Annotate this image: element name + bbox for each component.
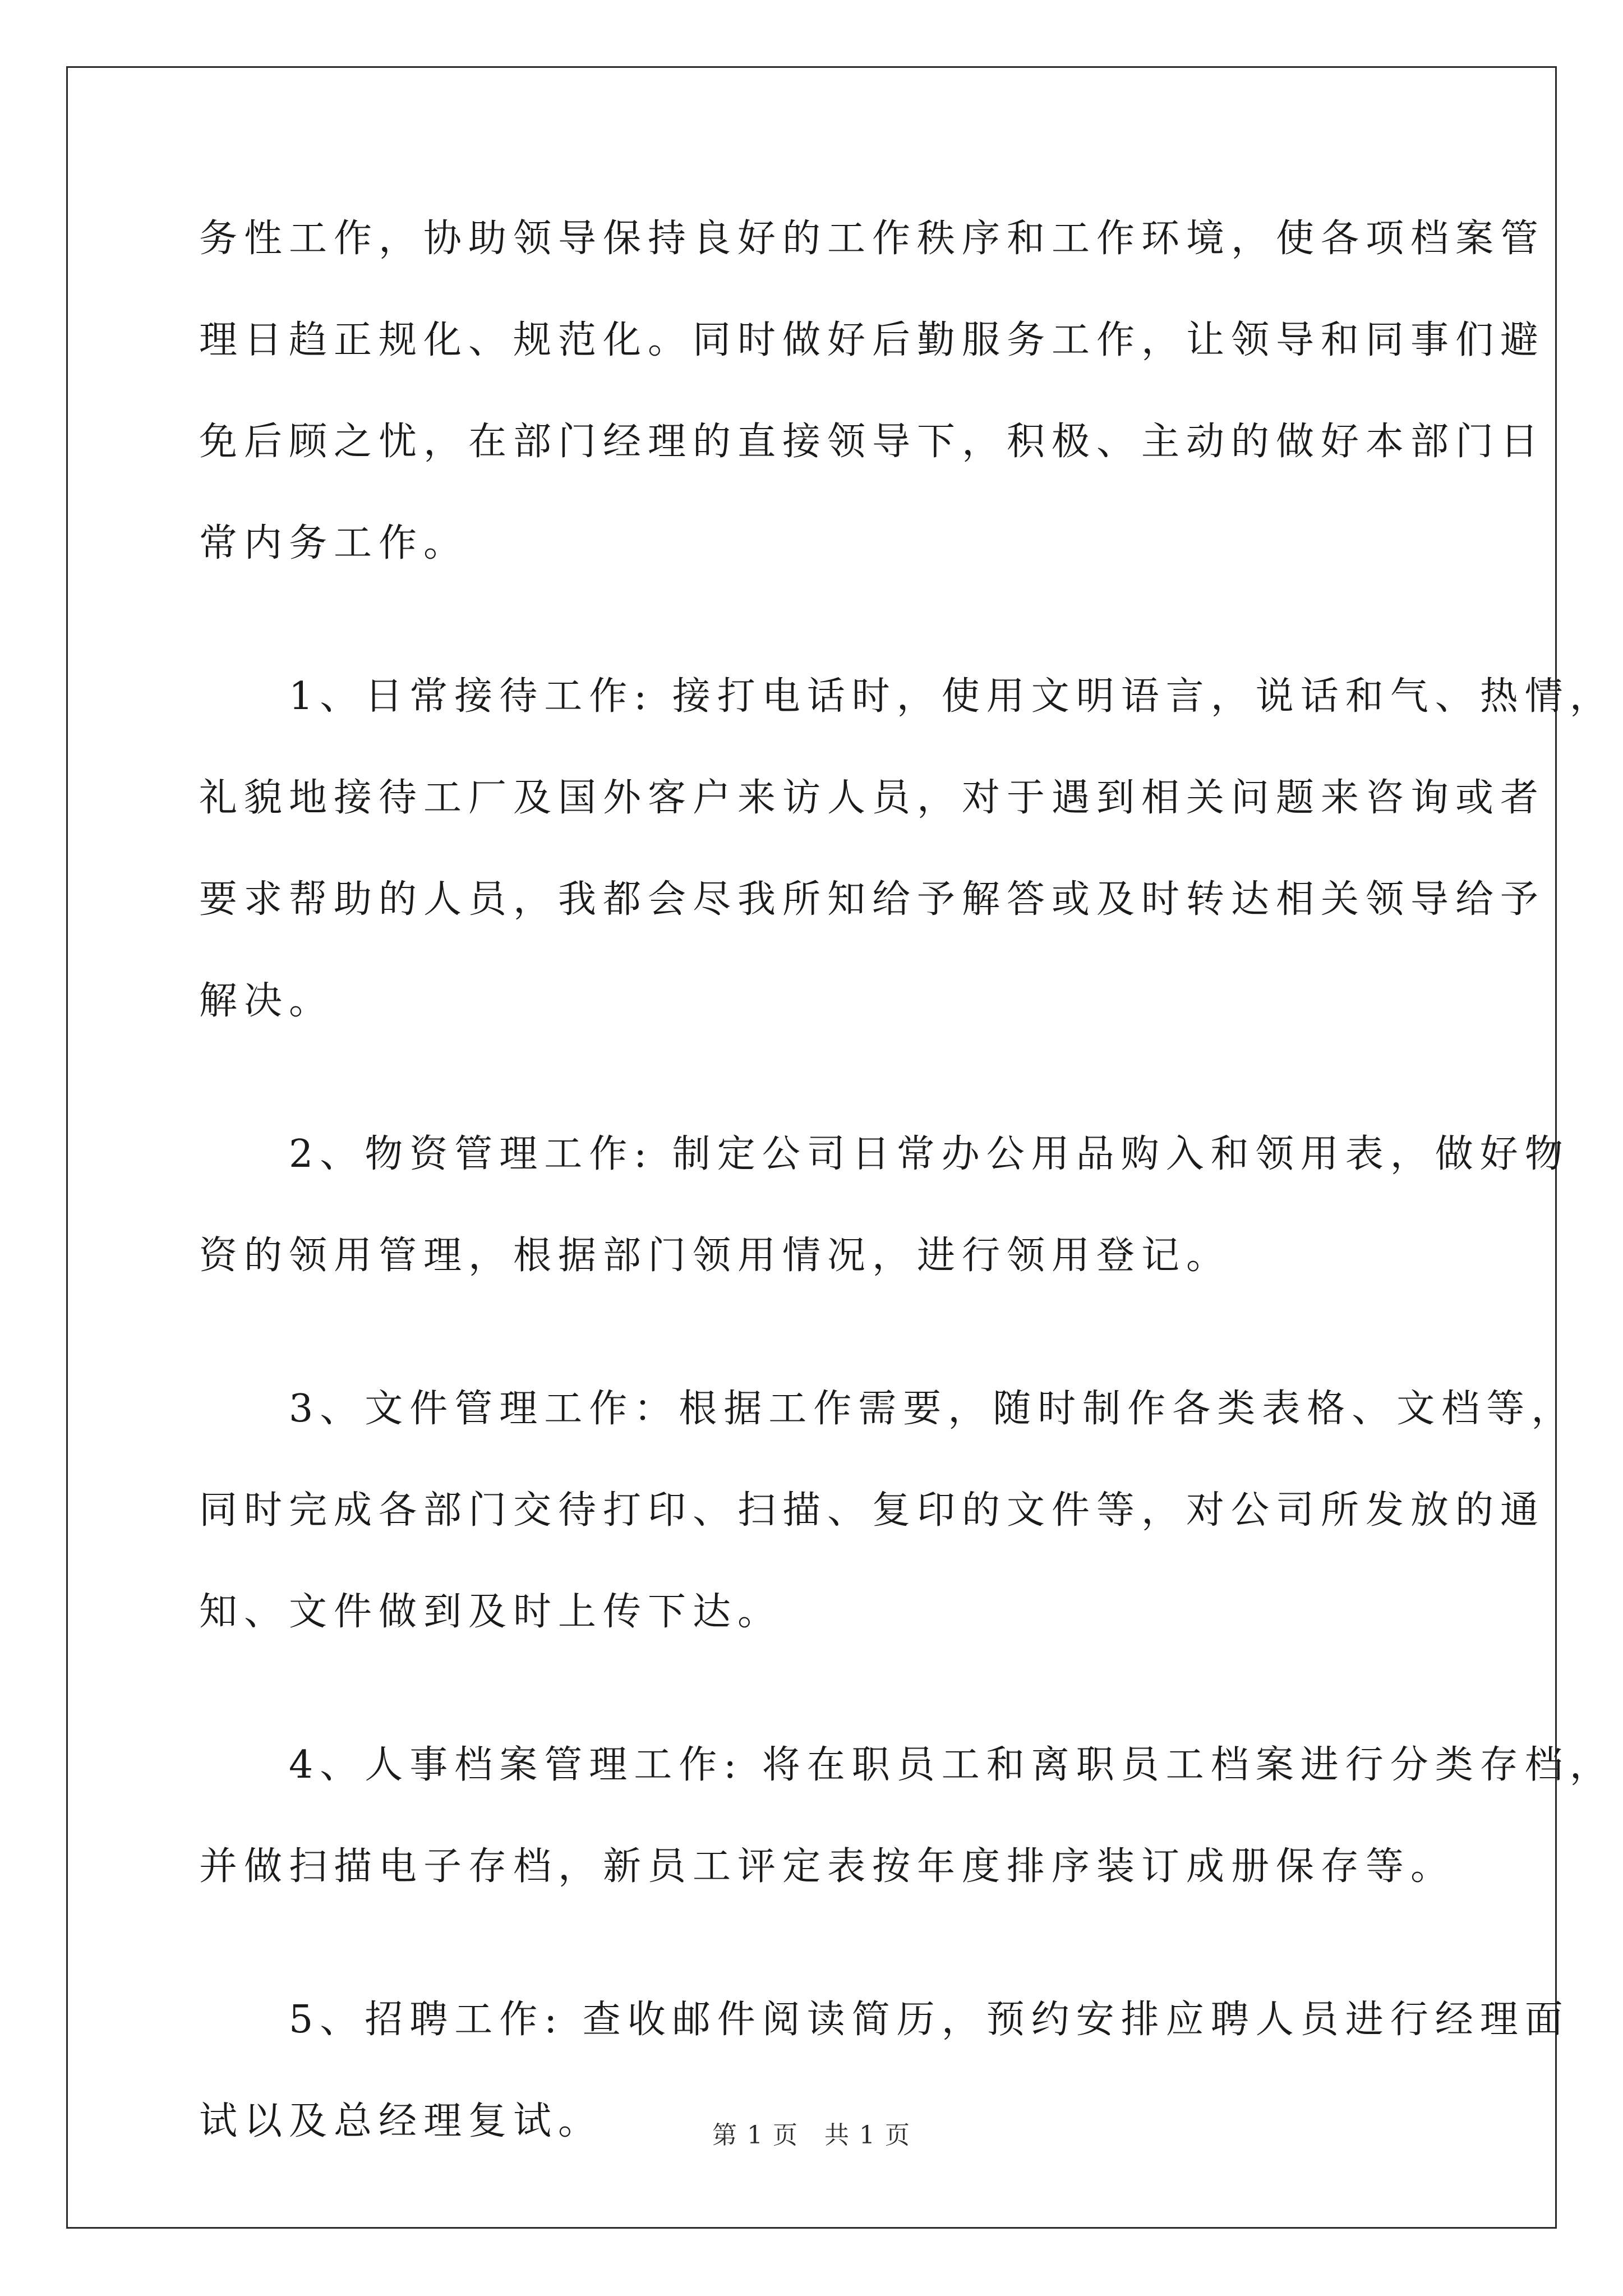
text-line: 同时完成各部门交待打印、扫描、复印的文件等，对公司所发放的通 xyxy=(199,1488,1546,1533)
text-line: 1、日常接待工作: 接打电话时，使用文明语言，说话和气、热情， xyxy=(199,674,1615,719)
page-footer: 第 1 页 共 1 页 xyxy=(712,2121,911,2150)
paragraph-intro xyxy=(199,217,1546,626)
paragraph-personnel-files xyxy=(199,1743,1615,1949)
text-line: 解决。 xyxy=(199,979,334,1023)
text-line: 5、招聘工作: 查收邮件阅读简历，预约安排应聘人员进行经理面 xyxy=(199,1998,1570,2042)
text-line: 礼貌地接待工厂及国外客户来访人员，对于遇到相关问题来咨询或者 xyxy=(199,776,1546,820)
document-body xyxy=(199,217,1615,2204)
text-line: 并做扫描电子存档，新员工评定表按年度排序装订成册保存等。 xyxy=(199,1844,1456,1889)
paragraph-supplies xyxy=(199,1132,1570,1338)
paragraph-reception xyxy=(199,674,1615,1084)
text-line: 3、文件管理工作：根据工作需要，随时制作各类表格、文档等， xyxy=(199,1387,1576,1431)
text-line: 要求帮助的人员，我都会尽我所知给予解答或及时转达相关领导给予 xyxy=(199,877,1546,922)
text-line: 务性工作，协助领导保持良好的工作秩序和工作环境，使各项档案管 xyxy=(199,217,1546,261)
text-line: 常内务工作。 xyxy=(199,521,469,565)
paragraph-documents xyxy=(199,1387,1576,1695)
text-line: 理日趋正规化、规范化。同时做好后勤服务工作，让领导和同事们避 xyxy=(199,318,1546,362)
text-line: 免后顾之忧，在部门经理的直接领导下，积极、主动的做好本部门日 xyxy=(199,420,1546,464)
text-line: 2、物资管理工作: 制定公司日常办公用品购入和领用表，做好物 xyxy=(199,1132,1570,1176)
text-line: 试以及总经理复试。 xyxy=(199,2099,603,2143)
paragraph-recruitment xyxy=(199,1998,1570,2204)
text-line: 知、文件做到及时上传下达。 xyxy=(199,1590,783,1634)
text-line: 资的领用管理，根据部门领用情况，进行领用登记。 xyxy=(199,1234,1232,1278)
text-line: 4、人事档案管理工作: 将在职员工和离职员工档案进行分类存档， xyxy=(199,1743,1615,1787)
